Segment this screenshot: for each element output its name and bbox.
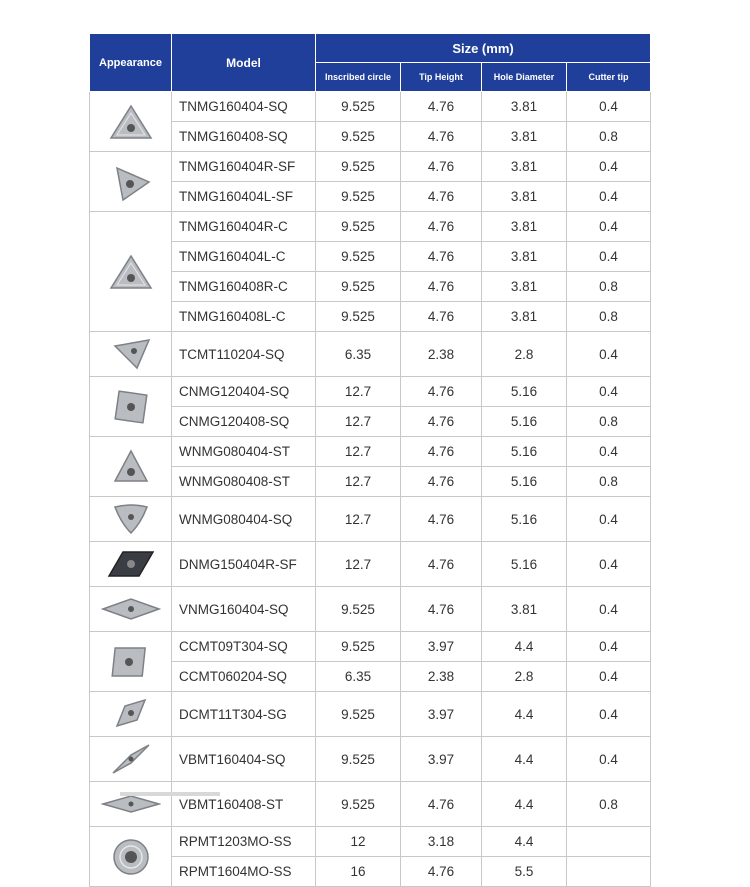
model-cell: TNMG160404R-C xyxy=(172,212,316,242)
hole-diameter-cell: 5.16 xyxy=(482,542,567,587)
inscribed-circle-cell: 12.7 xyxy=(316,467,401,497)
square-insert-icon xyxy=(90,385,171,429)
tip-height-cell: 4.76 xyxy=(401,302,482,332)
hole-diameter-cell: 3.81 xyxy=(482,272,567,302)
hole-diameter-cell: 5.5 xyxy=(482,857,567,887)
tip-height-cell: 3.97 xyxy=(401,632,482,662)
inscribed-circle-cell: 16 xyxy=(316,857,401,887)
model-cell: TCMT110204-SQ xyxy=(172,332,316,377)
tip-height-cell: 2.38 xyxy=(401,332,482,377)
tip-height-cell: 4.76 xyxy=(401,212,482,242)
table-row xyxy=(90,542,651,587)
model-cell: TNMG160404R-SF xyxy=(172,152,316,182)
cutter-tip-cell: 0.4 xyxy=(567,332,651,377)
cutter-tip-cell: 0.4 xyxy=(567,377,651,407)
cutter-tip-cell: 0.4 xyxy=(567,212,651,242)
cutter-tip-cell xyxy=(567,857,651,887)
tip-height-cell: 4.76 xyxy=(401,272,482,302)
hole-diameter-cell: 3.81 xyxy=(482,302,567,332)
footer-divider xyxy=(120,792,220,796)
trigon-insert-icon xyxy=(90,445,171,489)
hole-diameter-cell: 3.81 xyxy=(482,152,567,182)
model-cell: TNMG160408-SQ xyxy=(172,122,316,152)
table-row xyxy=(90,782,651,827)
diamond-tilted-insert-icon xyxy=(90,737,171,781)
hole-diameter-cell: 3.81 xyxy=(482,587,567,632)
cutter-tip-cell: 0.4 xyxy=(567,662,651,692)
appearance-cell xyxy=(90,92,172,152)
model-cell: VBMT160404-SQ xyxy=(172,737,316,782)
tip-height-cell: 4.76 xyxy=(401,377,482,407)
table-row xyxy=(90,152,651,182)
diamond-dark-insert-icon xyxy=(90,542,171,586)
tip-height-cell: 4.76 xyxy=(401,437,482,467)
model-cell: WNMG080404-SQ xyxy=(172,497,316,542)
tip-height-cell: 4.76 xyxy=(401,242,482,272)
tip-height-cell: 4.76 xyxy=(401,497,482,542)
model-cell: TNMG160408L-C xyxy=(172,302,316,332)
tip-height-cell: 4.76 xyxy=(401,857,482,887)
cutter-tip-header: Cutter tip xyxy=(567,63,651,92)
cutter-tip-cell: 0.4 xyxy=(567,437,651,467)
inscribed-circle-cell: 9.525 xyxy=(316,242,401,272)
tip-height-cell: 4.76 xyxy=(401,122,482,152)
table-row xyxy=(90,92,651,122)
hole-diameter-cell: 5.16 xyxy=(482,497,567,542)
table-row xyxy=(90,437,651,467)
hole-diameter-cell: 4.4 xyxy=(482,632,567,662)
table-row xyxy=(90,662,651,692)
appearance-cell xyxy=(90,152,172,212)
hole-diameter-cell: 2.8 xyxy=(482,332,567,377)
appearance-cell xyxy=(90,692,172,737)
cutter-tip-cell xyxy=(567,827,651,857)
table-row xyxy=(90,242,651,272)
cutter-tip-cell: 0.8 xyxy=(567,782,651,827)
diamond-small-insert-icon xyxy=(90,692,171,736)
model-cell: CNMG120408-SQ xyxy=(172,407,316,437)
triangle-flat-insert-icon xyxy=(90,332,171,376)
hole-diameter-cell: 3.81 xyxy=(482,122,567,152)
tip-height-cell: 4.76 xyxy=(401,152,482,182)
long-diamond-flat-insert-icon xyxy=(90,782,171,826)
cutter-tip-cell: 0.4 xyxy=(567,152,651,182)
appearance-cell xyxy=(90,632,172,692)
inscribed-circle-cell: 9.525 xyxy=(316,692,401,737)
cutter-tip-cell: 0.8 xyxy=(567,467,651,497)
table-row xyxy=(90,737,651,782)
table-row xyxy=(90,332,651,377)
cutter-tip-cell: 0.8 xyxy=(567,407,651,437)
triangle-insert-icon xyxy=(90,250,171,294)
appearance-cell xyxy=(90,212,172,332)
table-row xyxy=(90,692,651,737)
table-row xyxy=(90,497,651,542)
hole-diameter-cell: 3.81 xyxy=(482,182,567,212)
cutter-tip-cell: 0.4 xyxy=(567,692,651,737)
hole-diameter-cell: 4.4 xyxy=(482,782,567,827)
inscribed-circle-cell: 12.7 xyxy=(316,407,401,437)
hole-diameter-cell: 2.8 xyxy=(482,662,567,692)
hole-diameter-cell: 5.16 xyxy=(482,467,567,497)
tip-height-cell: 4.76 xyxy=(401,92,482,122)
appearance-cell xyxy=(90,542,172,587)
round-insert-icon xyxy=(90,835,171,879)
long-diamond-insert-icon xyxy=(90,587,171,631)
triangle-insert-icon xyxy=(90,100,171,144)
cutter-tip-cell: 0.4 xyxy=(567,587,651,632)
tip-height-cell: 4.76 xyxy=(401,467,482,497)
cutter-tip-cell: 0.8 xyxy=(567,272,651,302)
cutter-tip-cell: 0.4 xyxy=(567,497,651,542)
table-row xyxy=(90,302,651,332)
tip-height-cell: 3.97 xyxy=(401,737,482,782)
tip-height-cell: 3.18 xyxy=(401,827,482,857)
model-cell: DCMT11T304-SG xyxy=(172,692,316,737)
inscribed-circle-cell: 9.525 xyxy=(316,212,401,242)
rhombus-insert-icon xyxy=(90,640,171,684)
table-row xyxy=(90,212,651,242)
table-row xyxy=(90,122,651,152)
hole-diameter-cell: 4.4 xyxy=(482,737,567,782)
appearance-cell xyxy=(90,782,172,827)
trigon-insert-small-icon xyxy=(90,497,171,541)
tip-height-cell: 2.38 xyxy=(401,662,482,692)
inscribed-circle-cell: 6.35 xyxy=(316,662,401,692)
appearance-cell xyxy=(90,587,172,632)
table-row xyxy=(90,857,651,887)
model-cell: TNMG160404-SQ xyxy=(172,92,316,122)
inscribed-circle-cell: 9.525 xyxy=(316,737,401,782)
insert-spec-table xyxy=(89,33,651,887)
tip-height-cell: 4.76 xyxy=(401,587,482,632)
inscribed-circle-cell: 9.525 xyxy=(316,632,401,662)
model-cell: VNMG160404-SQ xyxy=(172,587,316,632)
model-cell: WNMG080408-ST xyxy=(172,467,316,497)
hole-diameter-cell: 4.4 xyxy=(482,827,567,857)
inscribed-circle-cell: 12 xyxy=(316,827,401,857)
hole-diameter-header: Hole Diameter xyxy=(482,63,567,92)
cutter-tip-cell: 0.8 xyxy=(567,302,651,332)
tip-height-cell: 4.76 xyxy=(401,782,482,827)
hole-diameter-cell: 5.16 xyxy=(482,437,567,467)
inscribed-circle-cell: 12.7 xyxy=(316,377,401,407)
model-cell: VBMT160408-ST xyxy=(172,782,316,827)
model-cell: DNMG150404R-SF xyxy=(172,542,316,587)
table-row xyxy=(90,467,651,497)
cutter-tip-cell: 0.4 xyxy=(567,737,651,782)
size-header: Size (mm) xyxy=(316,34,651,63)
model-cell: CCMT09T304-SQ xyxy=(172,632,316,662)
hole-diameter-cell: 4.4 xyxy=(482,692,567,737)
inscribed-circle-cell: 9.525 xyxy=(316,122,401,152)
inscribed-circle-cell: 6.35 xyxy=(316,332,401,377)
tip-height-cell: 4.76 xyxy=(401,542,482,587)
table-row xyxy=(90,632,651,662)
model-cell: TNMG160404L-SF xyxy=(172,182,316,212)
appearance-header: Appearance xyxy=(90,34,172,92)
appearance-cell xyxy=(90,377,172,437)
appearance-cell xyxy=(90,437,172,497)
inscribed-circle-cell: 9.525 xyxy=(316,587,401,632)
tip-height-cell: 3.97 xyxy=(401,692,482,737)
appearance-cell xyxy=(90,332,172,377)
hole-diameter-cell: 5.16 xyxy=(482,407,567,437)
table-row xyxy=(90,407,651,437)
appearance-cell xyxy=(90,827,172,887)
model-cell: CCMT060204-SQ xyxy=(172,662,316,692)
model-header: Model xyxy=(172,34,316,92)
hole-diameter-cell: 3.81 xyxy=(482,92,567,122)
cutter-tip-cell: 0.4 xyxy=(567,92,651,122)
tip-height-cell: 4.76 xyxy=(401,407,482,437)
hole-diameter-cell: 5.16 xyxy=(482,377,567,407)
inscribed-circle-cell: 12.7 xyxy=(316,542,401,587)
cutter-tip-cell: 0.4 xyxy=(567,632,651,662)
inscribed-circle-cell: 9.525 xyxy=(316,92,401,122)
table-row xyxy=(90,272,651,302)
triangle-insert-tilted-icon xyxy=(90,160,171,204)
inscribed-circle-cell: 9.525 xyxy=(316,182,401,212)
model-cell: TNMG160408R-C xyxy=(172,272,316,302)
inscribed-circle-cell: 9.525 xyxy=(316,152,401,182)
appearance-cell xyxy=(90,737,172,782)
cutter-tip-cell: 0.4 xyxy=(567,542,651,587)
model-cell: WNMG080404-ST xyxy=(172,437,316,467)
hole-diameter-cell: 3.81 xyxy=(482,242,567,272)
table-row xyxy=(90,827,651,857)
table-body xyxy=(90,92,651,887)
model-cell: RPMT1604MO-SS xyxy=(172,857,316,887)
table-row xyxy=(90,182,651,212)
table-row xyxy=(90,377,651,407)
hole-diameter-cell: 3.81 xyxy=(482,212,567,242)
tip-height-cell: 4.76 xyxy=(401,182,482,212)
cutter-tip-cell: 0.4 xyxy=(567,182,651,212)
model-cell: RPMT1203MO-SS xyxy=(172,827,316,857)
model-cell: TNMG160404L-C xyxy=(172,242,316,272)
tip-height-header: Tip Height xyxy=(401,63,482,92)
inscribed-circle-header: Inscribed circle xyxy=(316,63,401,92)
model-cell: CNMG120404-SQ xyxy=(172,377,316,407)
inscribed-circle-cell: 12.7 xyxy=(316,437,401,467)
inscribed-circle-cell: 9.525 xyxy=(316,302,401,332)
inscribed-circle-cell: 9.525 xyxy=(316,782,401,827)
table-row xyxy=(90,587,651,632)
inscribed-circle-cell: 12.7 xyxy=(316,497,401,542)
cutter-tip-cell: 0.8 xyxy=(567,122,651,152)
appearance-cell xyxy=(90,497,172,542)
inscribed-circle-cell: 9.525 xyxy=(316,272,401,302)
cutter-tip-cell: 0.4 xyxy=(567,242,651,272)
